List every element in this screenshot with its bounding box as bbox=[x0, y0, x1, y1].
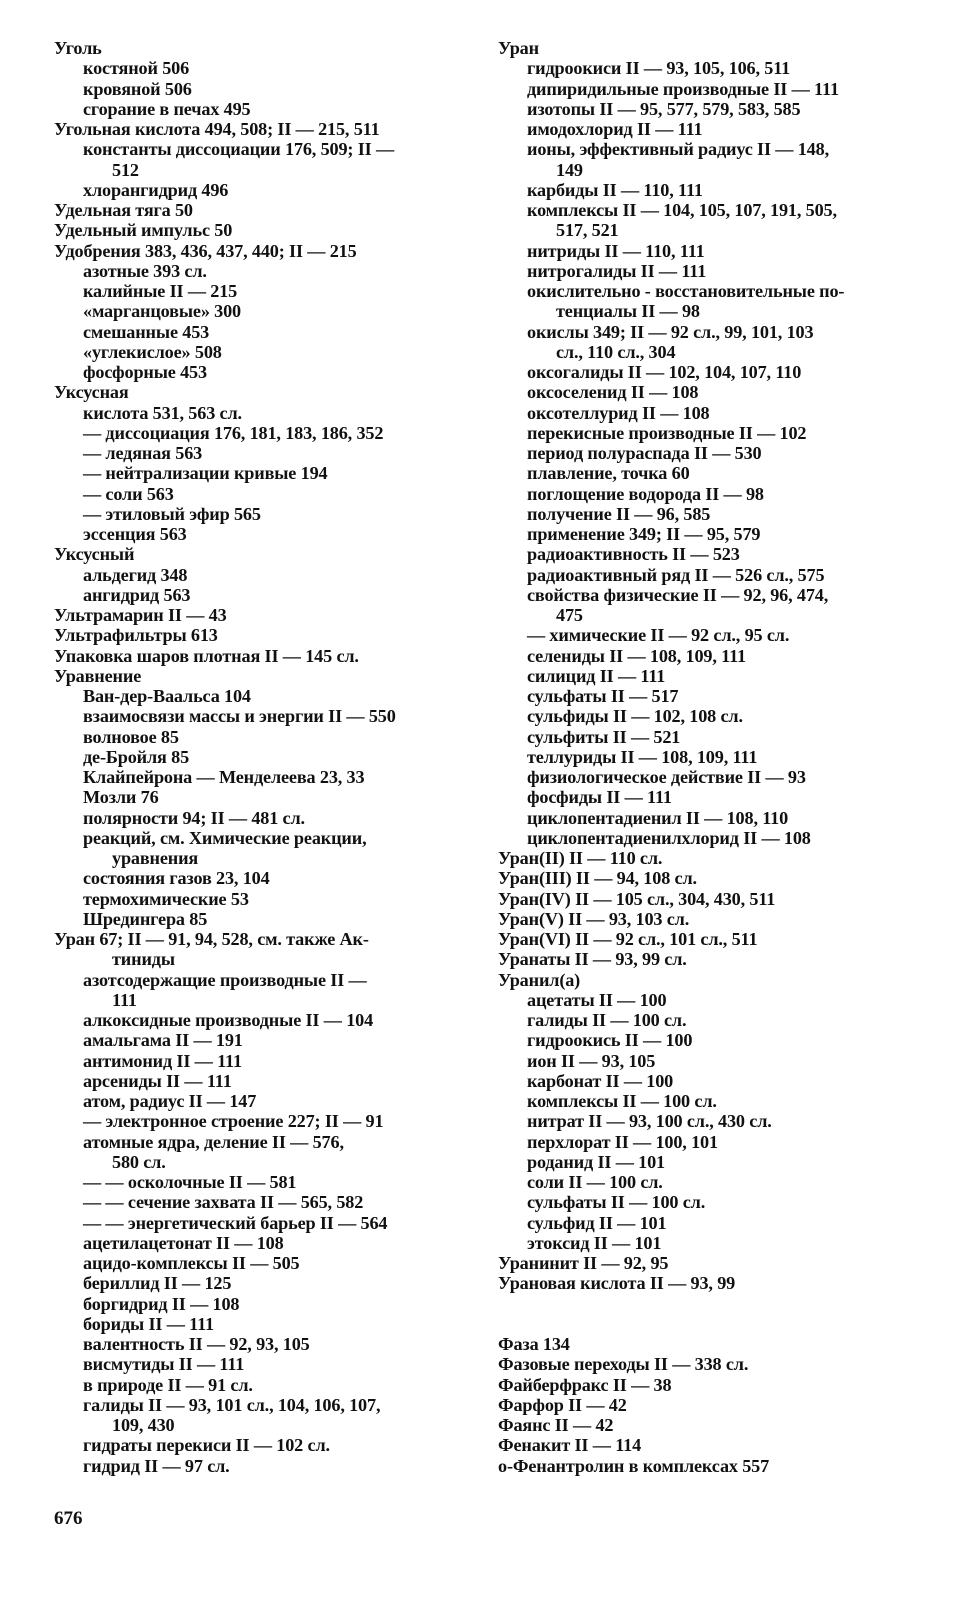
index-subentry: Клайпейрона — Менделеева 23, 33 bbox=[83, 767, 365, 787]
index-subentry: — соли 563 bbox=[83, 483, 174, 504]
index-subentry: калийные II — 215 bbox=[83, 281, 238, 301]
index-subentry: боргидрид II — 108 bbox=[83, 1293, 240, 1314]
index-subentry: в природе II — 91 сл. bbox=[83, 1374, 253, 1395]
index-entry: Уран(IV) II — 105 сл., 304, 430, 511 bbox=[498, 888, 776, 909]
index-subentry: свойства физические II — 92, 96, 474, bbox=[527, 584, 829, 605]
index-entry: Ультрамарин II — 43 bbox=[54, 605, 227, 625]
index-subentry: 475 bbox=[556, 605, 583, 625]
index-entry: Удобрения 383, 436, 437, 440; II — 215 bbox=[54, 240, 357, 261]
index-subentry: применение 349; II — 95, 579 bbox=[527, 524, 761, 544]
index-entry: Уранинит II — 92, 95 bbox=[498, 1253, 669, 1273]
index-subentry: циклопентадиенилхлорид II — 108 bbox=[527, 827, 811, 848]
index-subentry: карбиды II — 110, 111 bbox=[527, 179, 703, 200]
index-entry: Файберфракс II — 38 bbox=[498, 1374, 672, 1395]
index-subentry: бериллид II — 125 bbox=[83, 1273, 232, 1294]
index-subentry: азотные 393 сл. bbox=[83, 260, 207, 281]
blank-line bbox=[498, 1294, 908, 1314]
index-subentry: — нейтрализации кривые 194 bbox=[83, 463, 328, 484]
index-entry: Фаянс II — 42 bbox=[498, 1415, 614, 1435]
page-number: 676 bbox=[54, 1508, 83, 1529]
index-subentry: полярности 94; II — 481 сл. bbox=[83, 807, 305, 828]
index-column-right bbox=[498, 38, 908, 1476]
index-subentry: перекисные производные II — 102 bbox=[527, 422, 807, 443]
index-subentry: плавление, точка 60 bbox=[527, 463, 690, 484]
index-entry: Уран(V) II — 93, 103 сл. bbox=[498, 908, 690, 929]
index-subentry: соли II — 100 сл. bbox=[527, 1172, 663, 1192]
index-subentry: Шредингера 85 bbox=[83, 908, 208, 929]
index-subentry: атом, радиус II — 147 bbox=[83, 1091, 257, 1111]
index-subentry: изотопы II — 95, 577, 579, 583, 585 bbox=[527, 98, 801, 119]
index-subentry: тенциалы II — 98 bbox=[556, 301, 700, 322]
index-subentry: ион II — 93, 105 bbox=[527, 1050, 656, 1071]
index-entry: о-Фенантролин в комплексах 557 bbox=[498, 1455, 770, 1476]
index-subentry: антимонид II — 111 bbox=[83, 1050, 242, 1071]
index-subentry: фосфиды II — 111 bbox=[527, 787, 672, 808]
index-subentry: перхлорат II — 100, 101 bbox=[527, 1131, 718, 1152]
index-subentry: сульфид II — 101 bbox=[527, 1212, 667, 1233]
index-subentry: ацетаты II — 100 bbox=[527, 989, 667, 1010]
index-entry: Фазовые переходы II — 338 сл. bbox=[498, 1354, 749, 1375]
index-subentry: эссенция 563 bbox=[83, 524, 187, 544]
index-subentry: смешанные 453 bbox=[83, 321, 210, 342]
index-subentry: Ван-дер-Ваальса 104 bbox=[83, 686, 251, 706]
index-entry: Уранил(а) bbox=[498, 969, 581, 990]
index-subentry: — диссоциация 176, 181, 183, 186, 352 bbox=[83, 422, 384, 443]
index-subentry: селениды II — 108, 109, 111 bbox=[527, 645, 746, 666]
index-entry: Уравнение bbox=[54, 665, 142, 686]
index-entry: Упаковка шаров плотная II — 145 сл. bbox=[54, 645, 359, 666]
index-subentry: сгорание в печах 495 bbox=[83, 98, 251, 119]
index-subentry: — — осколочные II — 581 bbox=[83, 1172, 297, 1192]
index-subentry: сульфиды II — 102, 108 сл. bbox=[527, 706, 743, 727]
index-subentry: гидроокиси II — 93, 105, 106, 511 bbox=[527, 58, 791, 79]
index-subentry: этоксид II — 101 bbox=[527, 1232, 662, 1253]
index-entry: Фенакит II — 114 bbox=[498, 1435, 642, 1456]
index-subentry: оксогалиды II — 102, 104, 107, 110 bbox=[527, 362, 802, 382]
index-entry: Уран(III) II — 94, 108 сл. bbox=[498, 868, 697, 889]
index-subentry: комплексы II — 100 сл. bbox=[527, 1091, 717, 1111]
index-subentry: волновое 85 bbox=[83, 726, 179, 747]
index-subentry: нитрат II — 93, 100 сл., 430 сл. bbox=[527, 1111, 772, 1132]
index-subentry: 109, 430 bbox=[112, 1415, 175, 1435]
index-subentry: 512 bbox=[112, 159, 139, 180]
index-subentry: оксотеллурид II — 108 bbox=[527, 402, 710, 423]
index-subentry: альдегид 348 bbox=[83, 564, 188, 585]
index-subentry: — химические II — 92 сл., 95 сл. bbox=[527, 625, 790, 646]
index-subentry: роданид II — 101 bbox=[527, 1151, 666, 1172]
index-subentry: кровяной 506 bbox=[83, 78, 192, 99]
index-subentry: дипиридильные производные II — 111 bbox=[527, 78, 839, 99]
index-subentry: уравнения bbox=[112, 848, 199, 868]
index-subentry: — — сечение захвата II — 565, 582 bbox=[83, 1192, 364, 1213]
index-subentry: азотсодержащие производные II — bbox=[83, 969, 367, 990]
index-entry: Уран(II) II — 110 сл. bbox=[498, 848, 663, 868]
index-subentry: реакций, см. Химические реакции, bbox=[83, 827, 367, 848]
index-entry: Ультрафильтры 613 bbox=[54, 625, 218, 646]
index-subentry: сульфаты II — 517 bbox=[527, 686, 679, 706]
index-subentry: получение II — 96, 585 bbox=[527, 503, 711, 524]
index-subentry: 580 сл. bbox=[112, 1151, 166, 1172]
index-subentry: де-Бройля 85 bbox=[83, 746, 190, 767]
index-subentry: физиологическое действие II — 93 bbox=[527, 767, 806, 787]
index-subentry: амальгама II — 191 bbox=[83, 1030, 243, 1051]
index-entry: Уксусная bbox=[54, 382, 129, 403]
index-subentry: сульфиты II — 521 bbox=[527, 726, 681, 747]
index-subentry: галиды II — 100 сл. bbox=[527, 1010, 687, 1030]
index-subentry: — электронное строение 227; II — 91 bbox=[83, 1111, 384, 1132]
index-subentry: гидрид II — 97 сл. bbox=[83, 1455, 230, 1476]
index-subentry: кислота 531, 563 сл. bbox=[83, 402, 242, 423]
index-subentry: нитриды II — 110, 111 bbox=[527, 240, 705, 261]
index-subentry: Мозли 76 bbox=[83, 787, 159, 808]
index-subentry: хлорангидрид 496 bbox=[83, 179, 229, 200]
index-subentry: висмутиды II — 111 bbox=[83, 1354, 245, 1375]
index-entry: Удельный импульс 50 bbox=[54, 220, 233, 241]
index-subentry: гидроокись II — 100 bbox=[527, 1030, 693, 1051]
index-subentry: ионы, эффективный радиус II — 148, bbox=[527, 139, 829, 160]
index-entry: Удельная тяга 50 bbox=[54, 200, 193, 220]
index-subentry: константы диссоциации 176, 509; II — bbox=[83, 139, 394, 160]
index-subentry: костяной 506 bbox=[83, 58, 190, 79]
index-subentry: комплексы II — 104, 105, 107, 191, 505, bbox=[527, 200, 837, 220]
index-subentry: нитрогалиды II — 111 bbox=[527, 260, 707, 281]
index-subentry: радиоактивность II — 523 bbox=[527, 544, 740, 565]
index-subentry: «углекислое» 508 bbox=[83, 341, 222, 362]
index-subentry: фосфорные 453 bbox=[83, 362, 207, 382]
index-entry: Уран(VI) II — 92 сл., 101 сл., 511 bbox=[498, 929, 758, 949]
index-subentry: 149 bbox=[556, 159, 583, 180]
index-subentry: — этиловый эфир 565 bbox=[83, 503, 261, 524]
index-subentry: состояния газов 23, 104 bbox=[83, 868, 270, 889]
index-subentry: гидраты перекиси II — 102 сл. bbox=[83, 1435, 330, 1456]
index-entry: Уксусный bbox=[54, 544, 135, 565]
index-subentry: силицид II — 111 bbox=[527, 665, 666, 686]
index-subentry: термохимические 53 bbox=[83, 888, 249, 909]
index-subentry: циклопентадиенил II — 108, 110 bbox=[527, 807, 789, 828]
index-subentry: окислительно - восстановительные по- bbox=[527, 281, 845, 301]
index-subentry: тиниды bbox=[112, 949, 175, 970]
blank-line bbox=[498, 1314, 908, 1334]
index-subentry: 111 bbox=[112, 989, 137, 1010]
index-entry: Фаза 134 bbox=[498, 1334, 570, 1354]
index-entry: Уранаты II — 93, 99 сл. bbox=[498, 949, 687, 970]
index-subentry: ангидрид 563 bbox=[83, 584, 191, 605]
index-entry: Угольная кислота 494, 508; II — 215, 511 bbox=[54, 119, 380, 139]
index-entry: Уран 67; II — 91, 94, 528, см. также Ак- bbox=[54, 929, 369, 949]
index-subentry: поглощение водорода II — 98 bbox=[527, 483, 764, 504]
index-subentry: оксоселенид II — 108 bbox=[527, 382, 699, 403]
index-entry: Фарфор II — 42 bbox=[498, 1394, 627, 1415]
index-entry: Уран bbox=[498, 38, 539, 58]
index-subentry: окислы 349; II — 92 сл., 99, 101, 103 bbox=[527, 321, 814, 342]
index-subentry: имодохлорид II — 111 bbox=[527, 119, 703, 139]
index-subentry: арсениды II — 111 bbox=[83, 1070, 232, 1091]
index-subentry: алкоксидные производные II — 104 bbox=[83, 1010, 374, 1030]
index-subentry: 517, 521 bbox=[556, 220, 619, 241]
index-column-left bbox=[54, 38, 464, 1476]
index-subentry: «марганцовые» 300 bbox=[83, 301, 241, 322]
index-subentry: радиоактивный ряд II — 526 сл., 575 bbox=[527, 564, 825, 585]
index-subentry: — ледяная 563 bbox=[83, 443, 203, 463]
index-subentry: валентность II — 92, 93, 105 bbox=[83, 1334, 310, 1354]
index-subentry: ацидо-комплексы II — 505 bbox=[83, 1253, 300, 1273]
index-subentry: период полураспада II — 530 bbox=[527, 443, 762, 463]
index-subentry: — — энергетический барьер II — 564 bbox=[83, 1212, 388, 1233]
index-subentry: карбонат II — 100 bbox=[527, 1070, 674, 1091]
index-subentry: сульфаты II — 100 сл. bbox=[527, 1192, 706, 1213]
index-subentry: теллуриды II — 108, 109, 111 bbox=[527, 746, 758, 767]
index-subentry: взаимосвязи массы и энергии II — 550 bbox=[83, 706, 396, 727]
index-subentry: атомные ядра, деление II — 576, bbox=[83, 1131, 344, 1152]
index-subentry: галиды II — 93, 101 сл., 104, 106, 107, bbox=[83, 1394, 381, 1415]
index-subentry: ацетилацетонат II — 108 bbox=[83, 1232, 284, 1253]
index-entry: Урановая кислота II — 93, 99 bbox=[498, 1273, 736, 1294]
index-subentry: сл., 110 сл., 304 bbox=[556, 341, 676, 362]
index-subentry: бориды II — 111 bbox=[83, 1313, 214, 1334]
index-entry: Уголь bbox=[54, 38, 102, 58]
